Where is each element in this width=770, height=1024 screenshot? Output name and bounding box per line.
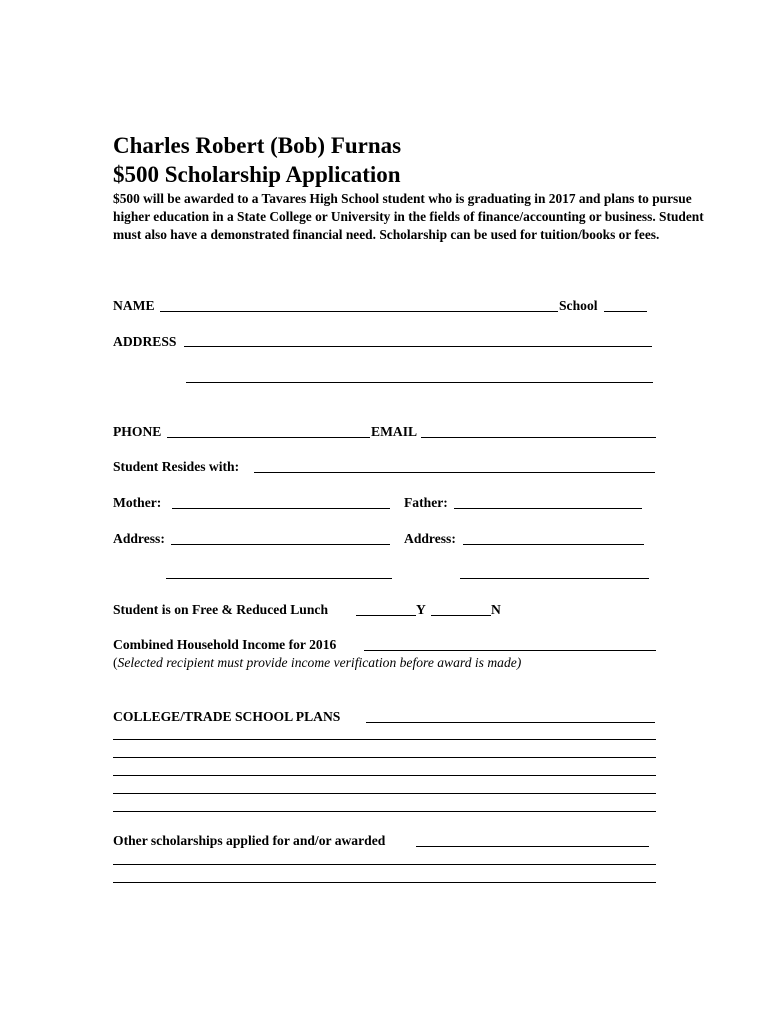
plans-label: COLLEGE/TRADE SCHOOL PLANS [113, 709, 341, 724]
mother-address-field-line2[interactable] [166, 578, 392, 579]
school-label: School [559, 298, 598, 313]
lunch-yes-label: Y [416, 602, 426, 617]
address-field-line1[interactable] [184, 346, 652, 347]
income-note-paren: ( [113, 655, 118, 670]
other-scholarships-field-line3[interactable] [113, 882, 656, 883]
lunch-no-label: N [491, 602, 501, 617]
name-label: NAME [113, 298, 155, 313]
other-scholarships-field-line1[interactable] [416, 846, 649, 847]
email-label: EMAIL [371, 424, 418, 439]
father-field[interactable] [454, 508, 642, 509]
plans-field-line1[interactable] [366, 722, 655, 723]
plans-field-line5[interactable] [113, 793, 656, 794]
resides-with-label: Student Resides with: [113, 459, 240, 474]
lunch-no-field[interactable] [431, 615, 491, 616]
phone-label: PHONE [113, 424, 162, 439]
income-note-text: Selected recipient must provide income verification before award is made) [117, 655, 522, 670]
plans-field-line4[interactable] [113, 775, 656, 776]
plans-field-line3[interactable] [113, 757, 656, 758]
income-label: Combined Household Income for 2016 [113, 637, 337, 652]
phone-field[interactable] [167, 437, 370, 438]
income-field[interactable] [364, 650, 656, 651]
form-title: Charles Robert (Bob) Furnas [113, 133, 402, 158]
name-field[interactable] [160, 311, 558, 312]
father-address-field-line1[interactable] [463, 544, 644, 545]
resides-with-field[interactable] [254, 472, 655, 473]
father-label: Father: [404, 495, 448, 510]
other-scholarships-label: Other scholarships applied for and/or awarded [113, 833, 386, 848]
intro-paragraph: $500 will be awarded to a Tavares High School student who is graduating in 2017 and plans to pursue higher education in a State College or University in the fields of finance/accounting or business. Student must also have a demonstrated financial need. Scholarship can be used for tuition/books or fees. [113, 191, 704, 242]
mother-address-field-line1[interactable] [171, 544, 390, 545]
lunch-yes-field[interactable] [356, 615, 416, 616]
email-field[interactable] [421, 437, 656, 438]
mother-label: Mother: [113, 495, 162, 510]
father-address-field-line2[interactable] [460, 578, 649, 579]
address-label: ADDRESS [113, 334, 177, 349]
plans-field-line6[interactable] [113, 811, 656, 812]
other-scholarships-field-line2[interactable] [113, 864, 656, 865]
father-address-label: Address: [404, 531, 456, 546]
mother-address-label: Address: [113, 531, 165, 546]
school-field[interactable] [604, 311, 647, 312]
plans-field-line2[interactable] [113, 739, 656, 740]
mother-field[interactable] [172, 508, 390, 509]
lunch-label: Student is on Free & Reduced Lunch [113, 602, 329, 617]
income-note [113, 655, 521, 671]
form-subtitle: $500 Scholarship Application [113, 162, 401, 187]
address-field-line2[interactable] [186, 382, 653, 383]
